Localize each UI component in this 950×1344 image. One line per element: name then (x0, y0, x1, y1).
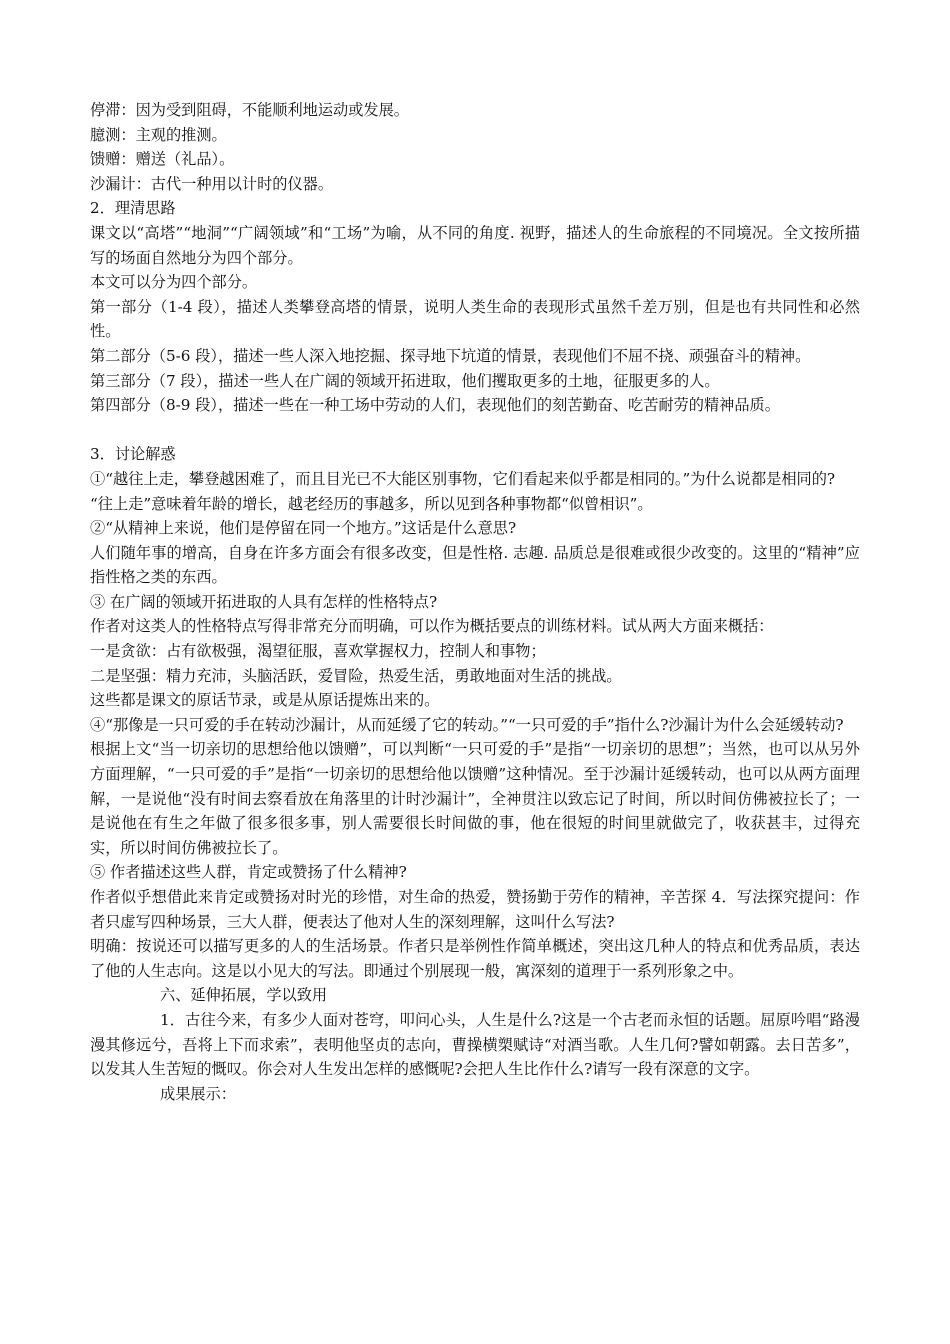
question: ⑤ 作者描述这些人群，肯定或赞扬了什么精神? (90, 863, 407, 882)
paragraph: 第二部分（5-6 段），描述一些人深入地挖掘、探寻地下坑道的情景，表现他们不屈不挠、顽强奋斗的精神。 (90, 346, 811, 365)
question: ①“越往上走，攀登越困难了，而且目光已不大能区别事物，它们看起来似乎都是相同的。”为什么说都是相同的? (90, 469, 836, 488)
section-heading: 六、延伸拓展，学以致用 (160, 986, 328, 1005)
vocab-line: 馈赠：赠送（礼品）。 (90, 150, 235, 169)
paragraph: 第四部分（8-9 段），描述一些在一种工场中劳动的人们，表现他们的刻苦勤奋、吃苦耐劳的精神品质。 (90, 396, 780, 415)
answer: 一是贪欲：占有欲极强，渴望征服，喜欢掌握权力，控制人和事物； (90, 642, 546, 661)
paragraph: 1．古往今来，有多少人面对苍穹，叩问心头，人生是什么?这是一个古老而永恒的话题。屈原吟唱“路漫漫其修远兮，吾将上下而求索”，表明他坚贞的志向，曹操横槊赋诗“对酒当歌。人生几何?譬如朝露。去日苦多”，以发其人生苦短的慨叹。你会对人生发出怎样的感慨呢?会把人生比作什么?请写一段有深意的文字。 (90, 1010, 860, 1079)
answer: “往上走”意味着年龄的增长，越老经历的事越多，所以见到各种事物都“似曾相识”。 (90, 494, 653, 513)
answer: 作者似乎想借此来肯定或赞扬对时光的珍惜，对生命的热爱，赞扬勤于劳作的精神，辛苦探 4．写法探究提问：作者只虚写四种场景，三大人群，便表达了他对人生的深刻理解，这叫什么写法? (90, 888, 860, 931)
vocab-line: 沙漏计：古代一种用以计时的仪器。 (90, 174, 333, 193)
answer: 这些都是课文的原话节录，或是从原话提炼出来的。 (90, 691, 440, 710)
section-heading: 2．理清思路 (90, 199, 176, 218)
section-heading: 3．讨论解惑 (90, 445, 176, 464)
paragraph: 成果展示： (160, 1084, 236, 1103)
paragraph: 课文以“高塔”“地洞”“广阔领域”和“工场”为喻，从不同的角度. 视野，描述人的生命旅程的不同境况。全文按所描写的场面自然地分为四个部分。 (90, 223, 860, 267)
question: ④“那像是一只可爱的手在转动沙漏计，从而延缓了它的转动。”“一只可爱的手”指什么?沙漏计为什么会延缓转动? (90, 715, 844, 734)
answer: 人们随年事的增高，自身在许多方面会有很多改变，但是性格. 志趣. 品质总是很难或很少改变的。这里的“精神”应指性格之类的东西。 (90, 543, 860, 587)
paragraph: 第三部分（7 段），描述一些人在广阔的领域开拓进取，他们攫取更多的土地，征服更多的人。 (90, 371, 720, 390)
paragraph: 本文可以分为四个部分。 (90, 273, 258, 292)
answer: 明确：按说还可以描写更多的人的生活场景。作者只是举例性作简单概述，突出这几种人的特点和优秀品质，表达了他的人生志向。这是以小见大的写法。即通过个别展现一般，寓深刻的道理于一系列形象之中。 (90, 937, 860, 980)
question: ②“从精神上来说，他们是停留在同一个地方。”这话是什么意思? (90, 519, 517, 538)
vocab-line: 臆测：主观的推测。 (90, 125, 227, 144)
answer: 根据上文“当一切亲切的思想给他以馈赠”，可以判断“一只可爱的手”是指“一切亲切的思想”；当然，也可以从另外方面理解，“一只可爱的手”是指“一切亲切的思想给他以馈赠”这种情况。至于沙漏计延缓转动，也可以从两方面理解，一是说他“没有时间去察看放在角落里的计时沙漏计”，全神贯注以致忘记了时间，所以时间仿佛被拉长了；一是说他在有生之年做了很多很多事，别人需要很长时间做的事，他在很短的时间里就做完了，收获甚丰，过得充实，所以时间仿佛被拉长了。 (90, 740, 860, 857)
answer: 二是坚强：精力充沛，头脑活跃，爱冒险，热爱生活，勇敢地面对生活的挑战。 (90, 666, 622, 685)
answer: 作者对这类人的性格特点写得非常充分而明确，可以作为概括要点的训练材料。试从两大方面来概括： (90, 617, 774, 636)
vocab-line: 停滞：因为受到阻碍，不能顺利地运动或发展。 (90, 101, 409, 119)
document-page (90, 98, 860, 1106)
paragraph: 第一部分（1-4 段），描述人类攀登高塔的情景，说明人类生命的表现形式虽然千差万别，但是也有共同性和必然性。 (90, 297, 860, 341)
question: ③ 在广阔的领域开拓进取的人具有怎样的性格特点? (90, 592, 438, 611)
blank-line (90, 418, 860, 443)
